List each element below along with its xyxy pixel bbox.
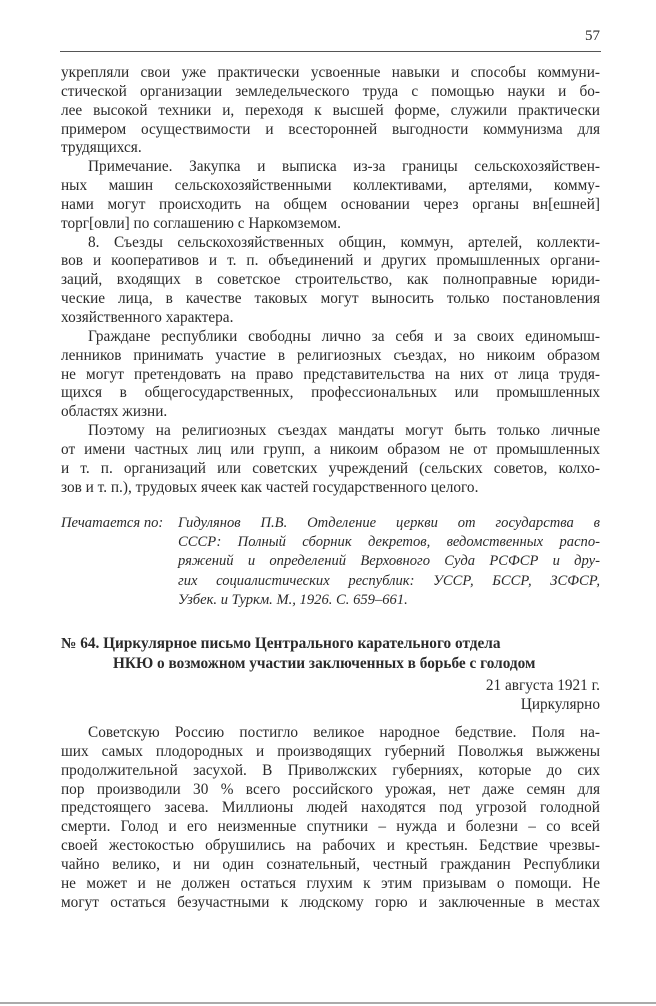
citation-line: СССР: Полный сборник декретов, ведомственных распо- (178, 534, 600, 551)
paragraph (61, 328, 600, 422)
text-line: зов и т. п.), трудовых ячеек как частей государственного целого. (61, 478, 479, 496)
text-line: лее высокой техники и, переходя к высшей форме, служили практически (61, 101, 600, 119)
text-line: смерти. Голод и его неизменные спутники – нужда и болезни – со всей (61, 818, 600, 836)
text-line: предстоящего засева. Миллионы людей находятся под угрозой голодной (61, 799, 600, 817)
citation-line: гих социалистических республик: УССР, БССР, ЗСФСР, (178, 572, 600, 589)
text-line: от имени частных лиц или групп, а никоим образом не от промышленных (61, 440, 600, 458)
document-dateline (61, 677, 600, 715)
text-line: 8. Съезды сельскохозяйственных общин, коммун, артелей, коллекти- (88, 233, 600, 251)
text-line: Поэтому на религиозных съездах мандаты могут быть только личные (88, 422, 600, 440)
text-line: не могут претендовать на право представительства на них от лица трудя- (61, 365, 600, 383)
citation-line: Узбек. и Туркм. М., 1926. С. 659–661. (178, 591, 408, 608)
text-line: примером осуществимости и всесторонней выгодности коммунизма для (61, 120, 600, 138)
text-line: ческие лица, в качестве таковых могут выносить только постановления (61, 290, 600, 308)
text-line: и т. п. организаций или советских учреждений (сельских советов, колхо- (61, 459, 600, 477)
text-line: Примечание. Закупка и выписка из-за границы сельскохозяйствен- (88, 158, 600, 176)
text-line: продолжительной засухой. В Приволжских губерниях, которые до сих (61, 761, 600, 779)
header-rule (60, 51, 601, 52)
document-title-line: № 64. Циркулярное письмо Центрального карательного отдела (61, 635, 501, 652)
text-line: не может и не должен остаться глухим к этим призывам о помощи. Не (61, 874, 600, 892)
paragraph (61, 422, 600, 497)
document-date: 21 августа 1921 г. (485, 677, 600, 694)
text-line: нами могут происходить на общем основании через органы вн[ешней] (61, 195, 600, 213)
text-line: укрепляли свои уже практически усвоенные навыки и способы коммуни- (61, 64, 600, 81)
text-line: Советскую Россию постигло великое народное бедствие. Поля на- (88, 724, 600, 741)
text-line: своей жестокостью обрушились на рабочих и крестьян. Бедствие чрезвы- (61, 837, 600, 855)
citation-label: Печатается по: (61, 515, 164, 531)
text-line: заций, входящих в советское строительство, как полноправные юриди- (61, 271, 600, 289)
text-line: хозяйственного характера. (61, 308, 234, 326)
paragraph (61, 64, 600, 158)
paragraph (61, 234, 600, 328)
text-line: пор производили 30 % всего российского урожая, нет даже семян для (61, 780, 600, 798)
body-text-continued (61, 64, 600, 497)
text-line: Граждане республики свободны лично за себя и за своих единомыш- (88, 327, 600, 345)
document-type: Циркулярно (520, 695, 600, 713)
text-line: чайно велико, и ни один сознательный, честный гражданин Республики (61, 855, 600, 873)
citation-line: Гидулянов П.В. Отделение церкви от государства в (178, 515, 600, 531)
text-line: трудящихся. (61, 139, 142, 157)
document-title (61, 634, 600, 673)
text-line: вов и кооперативов и т. п. объединений и других промышленных органи- (61, 252, 600, 270)
source-citation (61, 514, 600, 610)
text-line: ших самых плодородных и производящих губерний Поволжья выжжены (61, 742, 600, 760)
document-title-line: НКЮ о возможном участии заключенных в борьбе с голодом (113, 654, 536, 672)
page-bottom-edge (0, 1002, 656, 1004)
text-line: могут остаться безучастными к людскому горю и заключенные в местах (61, 893, 600, 911)
text-line: ленников принимать участие в религиозных съездах, но никоим образом (61, 346, 600, 364)
document-body (61, 724, 600, 912)
text-line: торг[овли] по соглашению с Наркомземом. (61, 214, 341, 232)
text-line: щихся в общегосударственных, профессиональных или промышленных (61, 384, 600, 402)
text-line: стической организации земледельческого труда с помощью науки и бо- (61, 82, 600, 100)
text-line: ных машин сельскохозяйственными коллективами, артелями, комму- (61, 177, 600, 195)
page-number: 57 (585, 28, 600, 44)
citation-line: ряжений и определений Верховного Суда РСФСР и дру- (178, 553, 600, 570)
paragraph (61, 724, 600, 912)
text-line: областях жизни. (61, 403, 168, 421)
paragraph (61, 158, 600, 233)
